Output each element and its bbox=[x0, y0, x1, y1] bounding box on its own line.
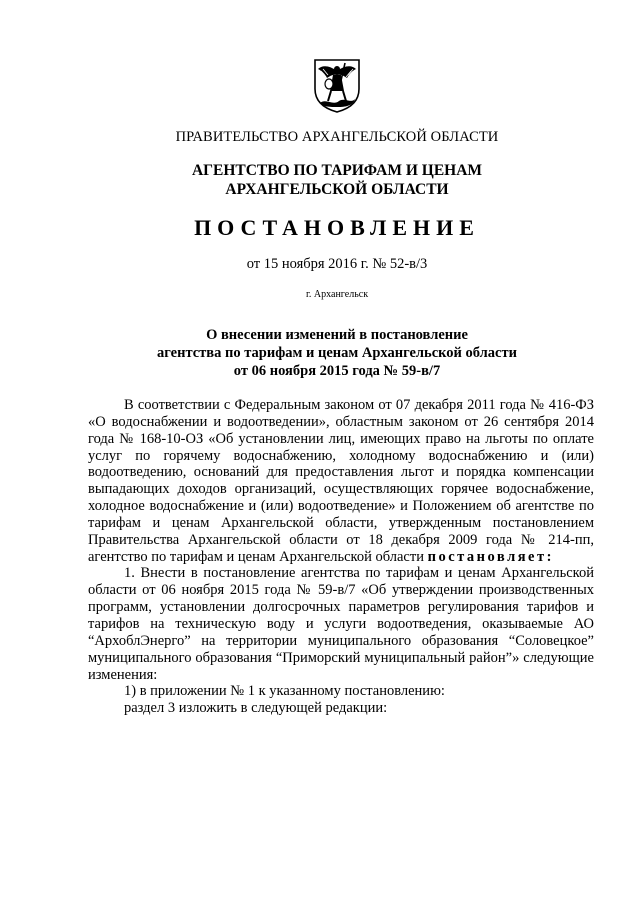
body-paragraph-preamble bbox=[88, 397, 594, 565]
document-city: г. Архангельск bbox=[305, 289, 369, 300]
agency-name bbox=[80, 161, 594, 199]
agency-name-line2: АРХАНГЕЛЬСКОЙ ОБЛАСТИ bbox=[225, 181, 449, 198]
decree-word: постановляет: bbox=[427, 548, 554, 565]
body-paragraph-subitem1: 1) в приложении № 1 к указанному постановлению: bbox=[124, 683, 445, 700]
subject-line3: от 06 ноября 2015 года № 59-в/7 bbox=[233, 363, 441, 379]
agency-name-line1: АГЕНТСТВО ПО ТАРИФАМ И ЦЕНАМ bbox=[191, 162, 483, 179]
subject-line1: О внесении изменений в постановление bbox=[206, 327, 468, 343]
preamble-text: В соответствии с Федеральным законом от 07 декабря 2011 года № 416-ФЗ «О водоснабжении и водоотведении», областным законом от 26 сентября 2014 года № 168-10-ОЗ «Об установлении лиц, имеющих право на льготы по оплате услуг по горячему водоснабжению, холодному водоснабжению и (или) водоотведению, оснований для предоставления льгот и порядка компенсации выпадающих доходов организаций, осуществляющих горячее водоснабжение, холодное водоснабжение и (или) водоотведение» и Положением об агентстве по тарифам и ценам Архангельской области, утвержденным постановлением Правительства Архангельской области от 18 декабря 2009 года № 214-пп, агентство по тарифам и ценам Архангельской области bbox=[88, 397, 594, 565]
archangel-coat-of-arms-icon bbox=[311, 57, 363, 113]
subject-line2: агентства по тарифам и ценам Архангельской области bbox=[157, 345, 517, 361]
document-date-number: от 15 ноября 2016 г. № 52-в/3 bbox=[246, 256, 428, 272]
body-paragraph-section3: раздел 3 изложить в следующей редакции: bbox=[124, 700, 388, 717]
document-subject bbox=[80, 326, 594, 380]
document-body bbox=[88, 397, 594, 717]
body-paragraph-item1: 1. Внести в постановление агентства по тарифам и ценам Архангельской области от 06 ноября 2015 года № 59-в/7 «Об утверждении производственных программ, установлении долгосрочных параметров регулирования тарифов и тарифов на техническую воду и услуги водоотведения, оказываемые АО “АрхоблЭнерго” на территории муниципального образования “Соловецкое” муниципального образования “Приморский муниципальный район”» следующие изменения: bbox=[88, 565, 594, 683]
government-name: ПРАВИТЕЛЬСТВО АРХАНГЕЛЬСКОЙ ОБЛАСТИ bbox=[175, 129, 499, 145]
document-type-title: ПОСТАНОВЛЕНИЕ bbox=[194, 215, 480, 240]
